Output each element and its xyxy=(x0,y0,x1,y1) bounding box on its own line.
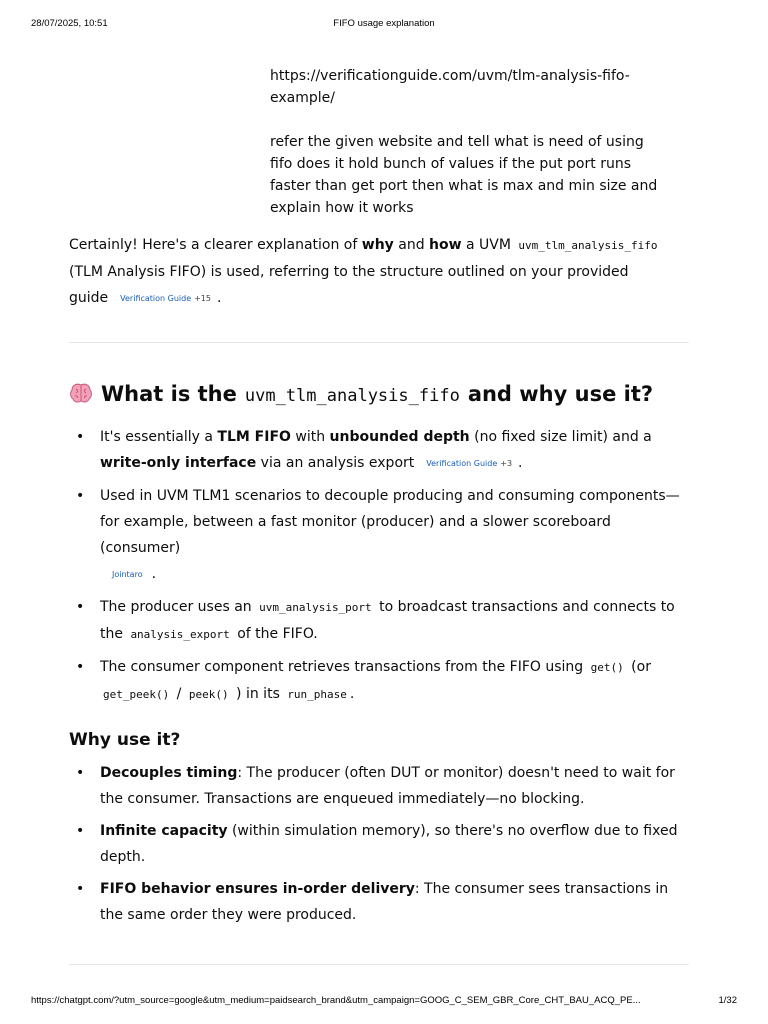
intro-paragraph: Certainly! Here's a clearer explanation of why and how a UVM uvm_tlm_analysis_fifo (TLM Analysis FIFO) is used, referring to the structure outlined on your provided guide Verification Guide +15 . xyxy=(69,232,689,312)
inline-code: uvm_tlm_analysis_fifo xyxy=(518,239,658,252)
citation-link[interactable]: Verification Guide xyxy=(426,459,498,468)
page-title: FIFO usage explanation xyxy=(333,18,435,29)
print-date: 28/07/2025, 10:51 xyxy=(31,18,108,29)
list-item: • Decouples timing: The producer (often DUT or monitor) doesn't need to wait for the consumer. Transactions are enqueued immediately—no blocking. xyxy=(69,760,689,812)
assistant-response xyxy=(69,232,689,965)
list-item: • It's essentially a TLM FIFO with unbounded depth (no fixed size limit) and a write-only interface via an analysis export Verification Guide +3 . xyxy=(69,424,689,477)
benefits-list xyxy=(69,760,689,928)
user-message-url: https://verificationguide.com/uvm/tlm-analysis-fifo-example/ xyxy=(270,68,630,106)
list-item: • FIFO behavior ensures in-order delivery: The consumer sees transactions in the same order they were produced. xyxy=(69,876,689,928)
brain-icon xyxy=(69,382,93,404)
citation-count: +15 xyxy=(194,294,212,303)
definition-list xyxy=(69,424,689,708)
section-divider xyxy=(69,342,689,343)
list-item: • The producer uses an uvm_analysis_port to broadcast transactions and connects to the analysis_export of the FIFO. xyxy=(69,594,689,648)
user-message-question: refer the given website and tell what is need of using fifo does it hold bunch of values if the put port runs faster than get port then what is max and min size and explain how it works xyxy=(270,134,658,216)
section-heading: What is the uvm_tlm_analysis_fifo and why use it? xyxy=(69,379,689,411)
citation-link[interactable]: Jointaro xyxy=(112,570,143,579)
subsection-heading: Why use it? xyxy=(69,730,181,750)
list-item: • Infinite capacity (within simulation memory), so there's no overflow due to fixed depth. xyxy=(69,818,689,870)
list-item: • Used in UVM TLM1 scenarios to decouple producing and consuming components—for example, between a fast monitor (producer) and a slower scoreboard (consumer) Jointaro . xyxy=(69,483,689,588)
list-item: • The consumer component retrieves transactions from the FIFO using get() (or get_peek() / peek() ) in its run_phase . xyxy=(69,654,689,708)
page-number: 1/32 xyxy=(718,995,737,1006)
citation-link[interactable]: Verification Guide xyxy=(120,294,192,303)
citation-count: +3 xyxy=(500,459,513,468)
section-divider xyxy=(69,964,689,965)
user-message xyxy=(270,65,670,219)
page-url: https://chatgpt.com/?utm_source=google&utm_medium=paidsearch_brand&utm_campaign=GOOG_C_SEM_GBR_Core_CHT_BAU_ACQ_PE... xyxy=(31,995,641,1006)
